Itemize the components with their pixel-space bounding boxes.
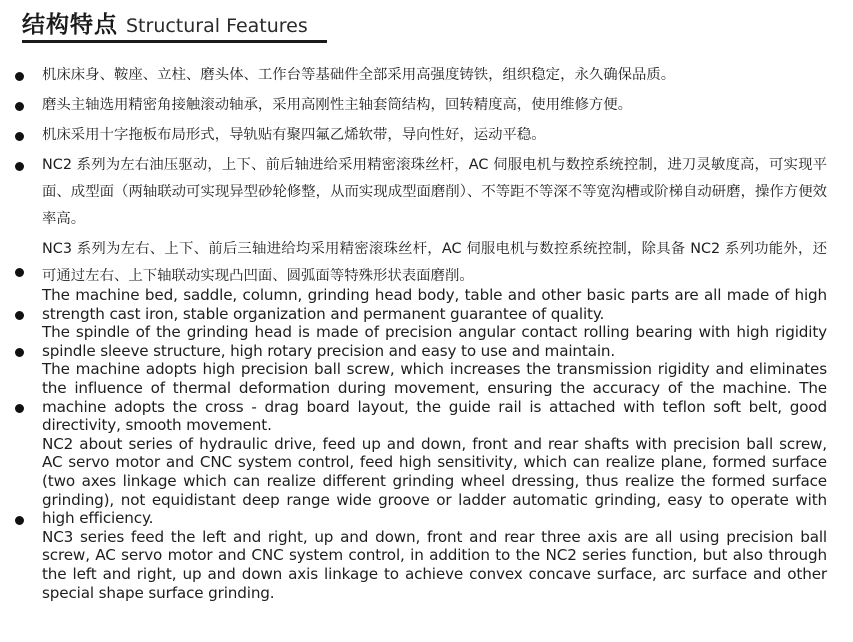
en-feature-item xyxy=(0,286,853,323)
chinese-feature-list xyxy=(0,62,853,293)
en-feature-text: The machine adopts high precision ball screw, which increases the transmission rigidity and eliminates the influence of thermal deformation during movement, ensuring the accuracy of the machine. The machine adopts the cross - drag board layout, the guide rail is attached with teflon soft belt, good directivity, smooth movement. xyxy=(42,360,827,435)
en-feature-item xyxy=(0,360,853,434)
cn-feature-item xyxy=(0,152,853,233)
cn-feature-text: NC2 系列为左右油压驱动，上下、前后轴进给采用精密滚珠丝杆，AC 伺服电机与数控系统控制，进刀灵敏度高，可实现平面、成型面（两轴联动可实现异型砂轮修整，从而实现成型面磨削）、不等距不等深不等宽沟槽或阶梯自动研磨，操作方便效率高。 xyxy=(42,157,827,227)
bullet-dot-icon xyxy=(15,162,24,171)
bullet-dot-icon xyxy=(15,132,24,141)
cn-feature-item xyxy=(0,236,853,290)
bullet-dot-icon xyxy=(15,102,24,111)
cn-feature-text: 磨头主轴选用精密角接触滚动轴承，采用高刚性主轴套筒结构，回转精度高，使用维修方便。 xyxy=(42,97,633,113)
bullet-dot-icon xyxy=(15,516,24,525)
en-feature-text: NC2 about series of hydraulic drive, feed up and down, front and rear shafts with precision ball screw, AC servo motor and CNC system control, feed high sensitivity, which can realize plane, formed surface (two axes linkage which can realize different grinding wheel dressing, thus realize the formed surface grinding), not equidistant deep range wide groove or ladder automatic grinding, easy to operate with high efficiency. xyxy=(42,434,827,528)
en-feature-text: The machine bed, saddle, column, grinding head body, table and other basic parts are all made of high strength cast iron, stable organization and permanent guarantee of quality. xyxy=(42,286,827,323)
en-feature-item xyxy=(0,435,853,528)
bullet-dot-icon xyxy=(15,311,24,320)
bullet-dot-icon xyxy=(15,72,24,81)
section-heading xyxy=(22,6,308,39)
bullet-dot-icon xyxy=(15,404,24,413)
cn-feature-text: 机床床身、鞍座、立柱、磨头体、工作台等基础件全部采用高强度铸铁，组织稳定，永久确保品质。 xyxy=(42,67,676,83)
bullet-dot-icon xyxy=(15,268,24,277)
en-feature-text: NC3 series feed the left and right, up and down, front and rear three axis are all using precision ball screw, AC servo motor and CNC system control, in addition to the NC2 series function, but also through the left and right, up and down axis linkage to achieve convex concave surface, arc surface and other special shape surface grinding. xyxy=(42,527,827,602)
cn-feature-item xyxy=(0,62,853,89)
cn-feature-item xyxy=(0,92,853,119)
heading-english: Structural Features xyxy=(126,15,308,37)
en-feature-item xyxy=(0,323,853,360)
heading-underline xyxy=(22,40,327,43)
english-feature-list xyxy=(0,286,853,602)
cn-feature-text: NC3 系列为左右、上下、前后三轴进给均采用精密滚珠丝杆，AC 伺服电机与数控系统控制，除具备 NC2 系列功能外，还可通过左右、上下轴联动实现凸凹面、圆弧面等特殊形状表面磨削。 xyxy=(42,241,827,284)
cn-feature-text: 机床采用十字拖板布局形式，导轨贴有聚四氟乙烯软带，导向性好，运动平稳。 xyxy=(42,127,546,143)
cn-feature-item xyxy=(0,122,853,149)
en-feature-text: The spindle of the grinding head is made of precision angular contact rolling bearing with high rigidity spindle sleeve structure, high rotary precision and easy to use and maintain. xyxy=(42,323,827,360)
bullet-dot-icon xyxy=(15,348,24,357)
heading-chinese: 结构特点 xyxy=(22,12,118,38)
en-feature-item xyxy=(0,528,853,602)
